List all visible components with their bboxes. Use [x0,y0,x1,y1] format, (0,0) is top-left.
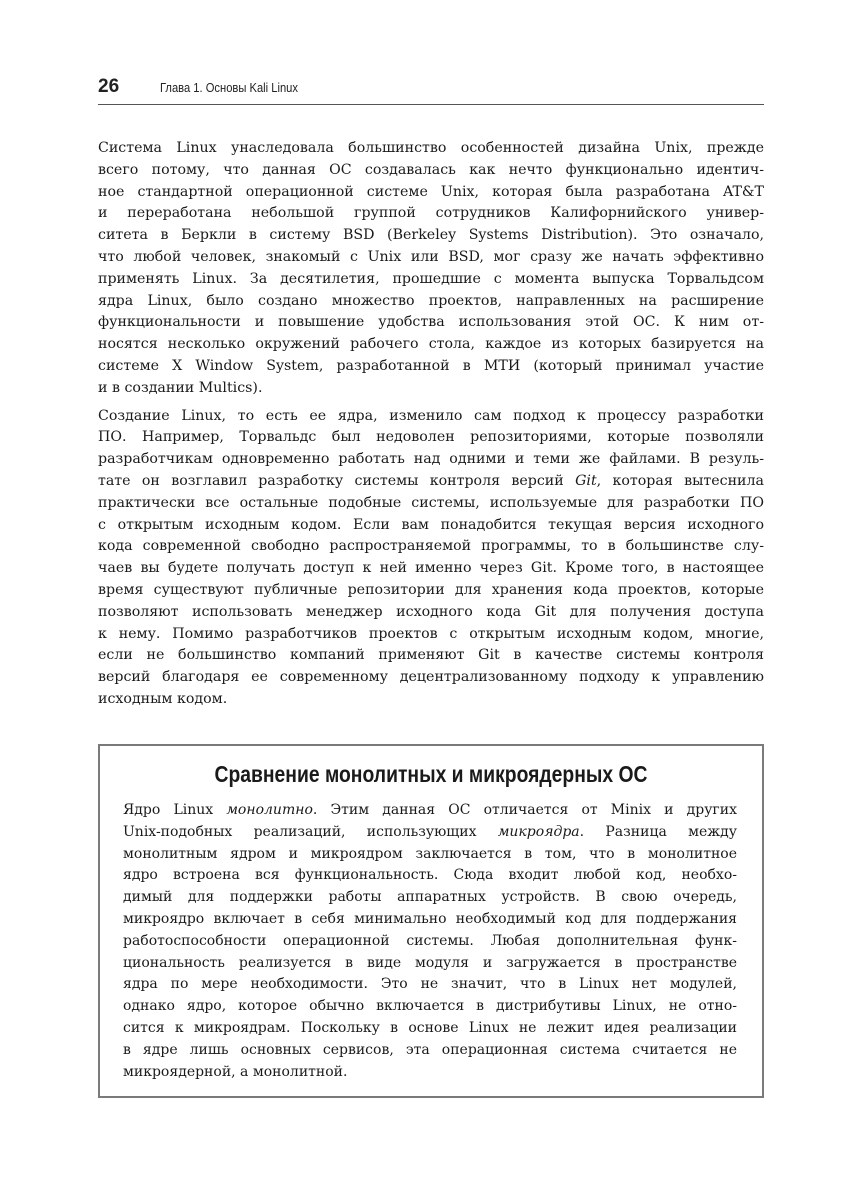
text-fragment: Ядро Linux [123,802,227,818]
text-line: что любой человек, знакомый с Unix или BSD, мог сразу же начать эффективно [98,248,764,265]
text-line: ПО. Например, Торвальдс был недоволен репозиториями, которые позволяли [98,429,764,446]
text-line [123,822,737,844]
text-line: Система Linux унаследовала большинство особенностей дизайна Unix, прежде [98,140,764,156]
text-line: ситета в Беркли в систему BSD (Berkeley Systems Distribution). Это означало, [98,227,764,244]
text-line: димый для поддержки работы аппаратных устройств. В свою очередь, [123,889,737,906]
text-line [98,471,764,493]
text-line: сится к микроядрам. Поскольку в основе Linux не лежит идея реализации [123,1019,737,1036]
text-line: время существуют публичные репозитории для хранения кода проектов, которые [98,581,764,598]
text-line: позволяют использовать менеджер исходного кода Git для получения доступа [98,603,764,620]
text-line: работоспособности операционной системы. Любая дополнительная функ- [123,932,737,949]
paragraph-1 [98,138,764,400]
text-line: ядро встроена вся функциональность. Сюда входит любой код, необхо- [123,867,737,884]
text-line [123,800,737,822]
text-line: практически все остальные подобные системы, используемые для разработки ПО [98,494,764,511]
term-microkernels: микроядра [497,823,580,840]
text-line: применять Linux. За десятилетия, прошедшие с момента выпуска Торвальдсом [98,270,764,287]
paragraph-2 [98,406,764,711]
term-monolithic: монолитно [226,802,313,818]
text-line: носятся несколько окружений рабочего стола, каждое из которых базируется на [98,336,764,353]
text-line: циональность реализуется в виде модуля и загружается в пространстве [123,954,737,971]
text-line: ное стандартной операционной системе Unix, которая была разработана AT&T [98,183,764,200]
text-line: однако ядро, которое обычно включается в дистрибутивы Linux, не отно- [123,998,737,1015]
main-text [98,138,764,711]
text-line: исходным кодом. [98,690,228,707]
text-line: микроядерной, а монолитной. [123,1063,348,1080]
text-line: функциональности и повышение удобства использования этой ОС. К ним от- [98,314,764,331]
text-line: и в создании Multics). [98,379,263,396]
text-line: кода современной свободно распространяемой программы, то в большинстве слу- [98,538,764,555]
page-header [98,74,764,105]
text-line: и переработана небольшой группой сотрудников Калифорнийского универ- [98,205,764,222]
sidebar-box [98,744,764,1098]
text-fragment: Unix-подобных реализаций, использующих [123,823,498,840]
sidebar-body [123,800,737,1083]
text-fragment: , которая вытеснила [596,472,764,489]
term-git: Git [575,472,597,489]
text-line: в ядре лишь основных сервисов, эта операционная система считается не [123,1041,737,1058]
text-line: ядра по мере необходимости. Это не значит, что в Linux нет модулей, [123,976,737,993]
text-fragment: тате он возглавил разработку системы контроля версий [98,472,576,489]
running-head: Глава 1. Основы Kali Linux [160,80,298,95]
page-number: 26 [98,76,120,97]
text-fragment: . Разница между [579,823,737,840]
text-line: версий благодаря ее современному децентрализованному подходу к управлению [98,669,764,686]
text-line: всего потому, что данная ОС создавалась как нечто функционально идентич- [98,161,764,178]
text-line: чаев вы будете получать доступ к ней именно через Git. Кроме того, в настоящее [98,560,764,577]
sidebar-title: Сравнение монолитных и микроядерных ОС [214,761,648,787]
text-line: системе X Window System, разработанной в МТИ (который принимал участие [98,357,764,374]
text-line: монолитным ядром и микроядром заключается в том, что в монолитное [123,845,737,862]
text-line: к нему. Помимо разработчиков проектов с открытым исходным кодом, многие, [98,625,764,642]
text-fragment: . Этим данная ОС отличается от Minix и других [312,802,737,818]
text-line: с открытым исходным кодом. Если вам понадобится текущая версия исходного [98,516,764,533]
text-line: микроядро включает в себя минимально необходимый код для поддержания [123,910,737,927]
text-line: если не большинство компаний применяют Git в качестве системы контроля [98,647,764,664]
text-line: разработчикам одновременно работать над одними и теми же файлами. В резуль- [98,451,764,468]
text-line: ядра Linux, было создано множество проектов, направленных на расширение [98,292,764,309]
text-line: Создание Linux, то есть ее ядра, изменило сам подход к процессу разработки [98,407,764,424]
